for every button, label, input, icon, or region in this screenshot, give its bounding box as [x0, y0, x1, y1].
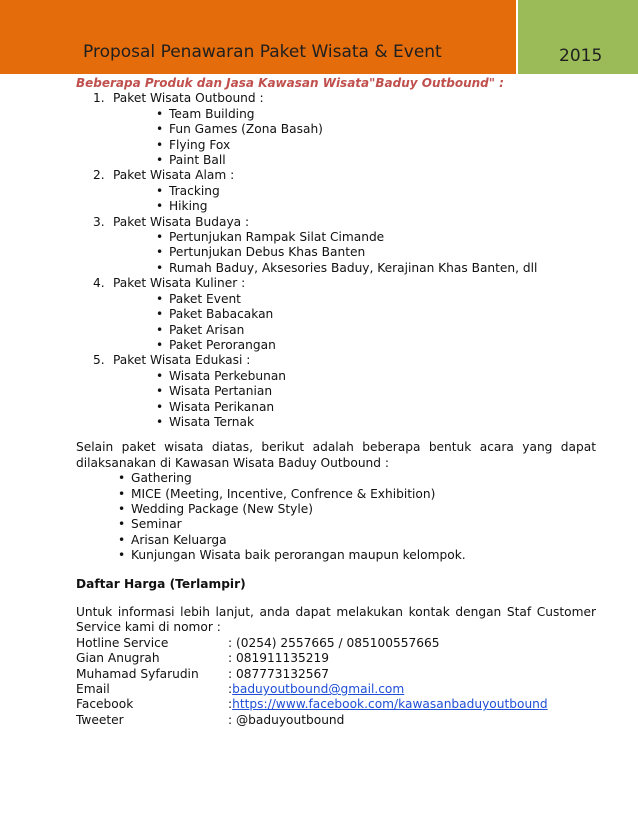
contact-label: Hotline Service [76, 635, 169, 650]
list-item-text: Flying Fox [169, 137, 231, 152]
bullet-icon: • [156, 245, 164, 260]
contact-row-facebook [76, 697, 596, 712]
package-title: Paket Wisata Edukasi : [113, 353, 251, 368]
list-item [76, 487, 596, 502]
bullet-icon: • [118, 548, 126, 563]
bullet-icon: • [156, 399, 164, 414]
package-sublist [113, 369, 596, 431]
event-list [76, 471, 596, 563]
document-body [76, 76, 596, 728]
list-item [76, 471, 596, 486]
list-item [113, 230, 596, 245]
package-sublist [113, 107, 596, 169]
bullet-icon: • [156, 137, 164, 152]
bullet-icon: • [156, 106, 164, 121]
contact-label: Facebook [76, 697, 134, 712]
package-item [76, 91, 596, 168]
page-header [0, 0, 638, 76]
package-title: Paket Wisata Kuliner : [113, 276, 246, 291]
package-item [76, 276, 596, 353]
list-item-text: Paket Perorangan [169, 337, 276, 352]
list-item-text: Paket Babacakan [169, 307, 274, 322]
header-year: 2015 [559, 46, 603, 66]
package-item [76, 215, 596, 277]
bullet-icon: • [118, 471, 126, 486]
list-item-text: Seminar [131, 517, 182, 532]
list-item [113, 199, 596, 214]
bullet-icon: • [156, 307, 164, 322]
package-number: 2. [93, 168, 105, 183]
list-item [113, 122, 596, 137]
list-item-text: Pertunjukan Debus Khas Banten [169, 245, 366, 260]
list-item-text: Tracking [169, 183, 220, 198]
list-item-text: Paket Event [169, 291, 241, 306]
list-item [113, 384, 596, 399]
list-item [76, 533, 596, 548]
header-title: Proposal Penawaran Paket Wisata & Event [83, 42, 442, 62]
bullet-icon: • [118, 501, 126, 516]
list-item [113, 307, 596, 322]
list-item [113, 292, 596, 307]
bullet-icon: • [156, 322, 164, 337]
package-title: Paket Wisata Budaya : [113, 214, 250, 229]
list-item-text: Kunjungan Wisata baik perorangan maupun kelompok. [131, 548, 466, 563]
list-item [113, 261, 596, 276]
contact-separator: : [228, 682, 233, 697]
list-item [113, 369, 596, 384]
package-item [76, 353, 596, 430]
bullet-icon: • [156, 414, 164, 429]
package-item [76, 168, 596, 214]
package-sublist [113, 230, 596, 276]
list-item [113, 107, 596, 122]
list-item-text: Team Building [169, 106, 255, 121]
list-item [113, 415, 596, 430]
list-item [113, 138, 596, 153]
events-intro: Selain paket wisata diatas, berikut adalah beberapa bentuk acara yang dapat dilaksanakan di Kawasan Wisata Baduy Outbound : [76, 440, 596, 470]
list-item [113, 184, 596, 199]
list-item [113, 338, 596, 353]
contact-separator: : [228, 697, 233, 712]
list-item [113, 323, 596, 338]
list-item-text: Hiking [169, 199, 208, 214]
list-item-text: Arisan Keluarga [131, 532, 227, 547]
bullet-icon: • [156, 260, 164, 275]
list-item-text: Rumah Baduy, Aksesories Baduy, Kerajinan Khas Banten, dll [169, 260, 538, 275]
package-number: 5. [93, 353, 105, 368]
bullet-icon: • [118, 517, 126, 532]
contact-table [76, 636, 596, 728]
list-item [113, 153, 596, 168]
list-item-text: Wisata Pertanian [169, 384, 273, 399]
bullet-icon: • [156, 337, 164, 352]
contact-value: : 087773132567 [228, 666, 330, 681]
bullet-icon: • [156, 122, 164, 137]
contact-label: Muhamad Syfarudin [76, 666, 199, 681]
list-item-text: Wisata Perikanan [169, 399, 275, 414]
bullet-icon: • [156, 199, 164, 214]
list-item-text: Paket Arisan [169, 322, 245, 337]
email-link[interactable]: baduyoutbound@gmail.com [232, 682, 405, 697]
list-item-text: Wedding Package (New Style) [131, 501, 313, 516]
list-item-text: Wisata Perkebunan [169, 368, 287, 383]
contact-row-email [76, 682, 596, 697]
package-sublist [113, 184, 596, 215]
price-heading: Daftar Harga (Terlampir) [76, 576, 246, 591]
intro-heading: Beberapa Produk dan Jasa Kawasan Wisata"Baduy Outbound" : [76, 76, 504, 90]
contact-value: : @baduyoutbound [228, 712, 345, 727]
package-title: Paket Wisata Alam : [113, 168, 235, 183]
contact-row [76, 636, 596, 651]
package-sublist [113, 292, 596, 354]
package-number: 4. [93, 276, 105, 291]
list-item-text: Gathering [131, 471, 192, 486]
package-number: 1. [93, 91, 105, 106]
contact-intro: Untuk informasi lebih lanjut, anda dapat melakukan kontak dengan Staf Customer Service kami di nomor : [76, 605, 596, 635]
contact-row-twitter [76, 713, 596, 728]
bullet-icon: • [118, 486, 126, 501]
list-item [113, 400, 596, 415]
header-orange-band [0, 0, 516, 74]
list-item-text: Pertunjukan Rampak Silat Cimande [169, 230, 385, 245]
list-item [76, 502, 596, 517]
list-item [113, 245, 596, 260]
package-list [76, 91, 596, 430]
contact-row [76, 667, 596, 682]
contact-label: Email [76, 682, 110, 697]
contact-label: Gian Anugrah [76, 651, 160, 666]
contact-value: : 081911135219 [228, 651, 330, 666]
bullet-icon: • [156, 368, 164, 383]
list-item-text: Paint Ball [169, 153, 226, 168]
contact-value: : (0254) 2557665 / 085100557665 [228, 635, 440, 650]
list-item-text: Fun Games (Zona Basah) [169, 122, 323, 137]
bullet-icon: • [156, 291, 164, 306]
facebook-link[interactable]: https://www.facebook.com/kawasanbaduyoutbound [232, 697, 548, 712]
list-item [76, 548, 596, 563]
bullet-icon: • [156, 183, 164, 198]
contact-label: Tweeter [76, 712, 124, 727]
bullet-icon: • [118, 532, 126, 547]
package-number: 3. [93, 214, 105, 229]
list-item-text: Wisata Ternak [169, 414, 255, 429]
bullet-icon: • [156, 153, 164, 168]
package-title: Paket Wisata Outbound : [113, 91, 264, 106]
bullet-icon: • [156, 384, 164, 399]
contact-row [76, 651, 596, 666]
list-item-text: MICE (Meeting, Incentive, Confrence & Exhibition) [131, 486, 436, 501]
list-item [76, 517, 596, 532]
bullet-icon: • [156, 230, 164, 245]
